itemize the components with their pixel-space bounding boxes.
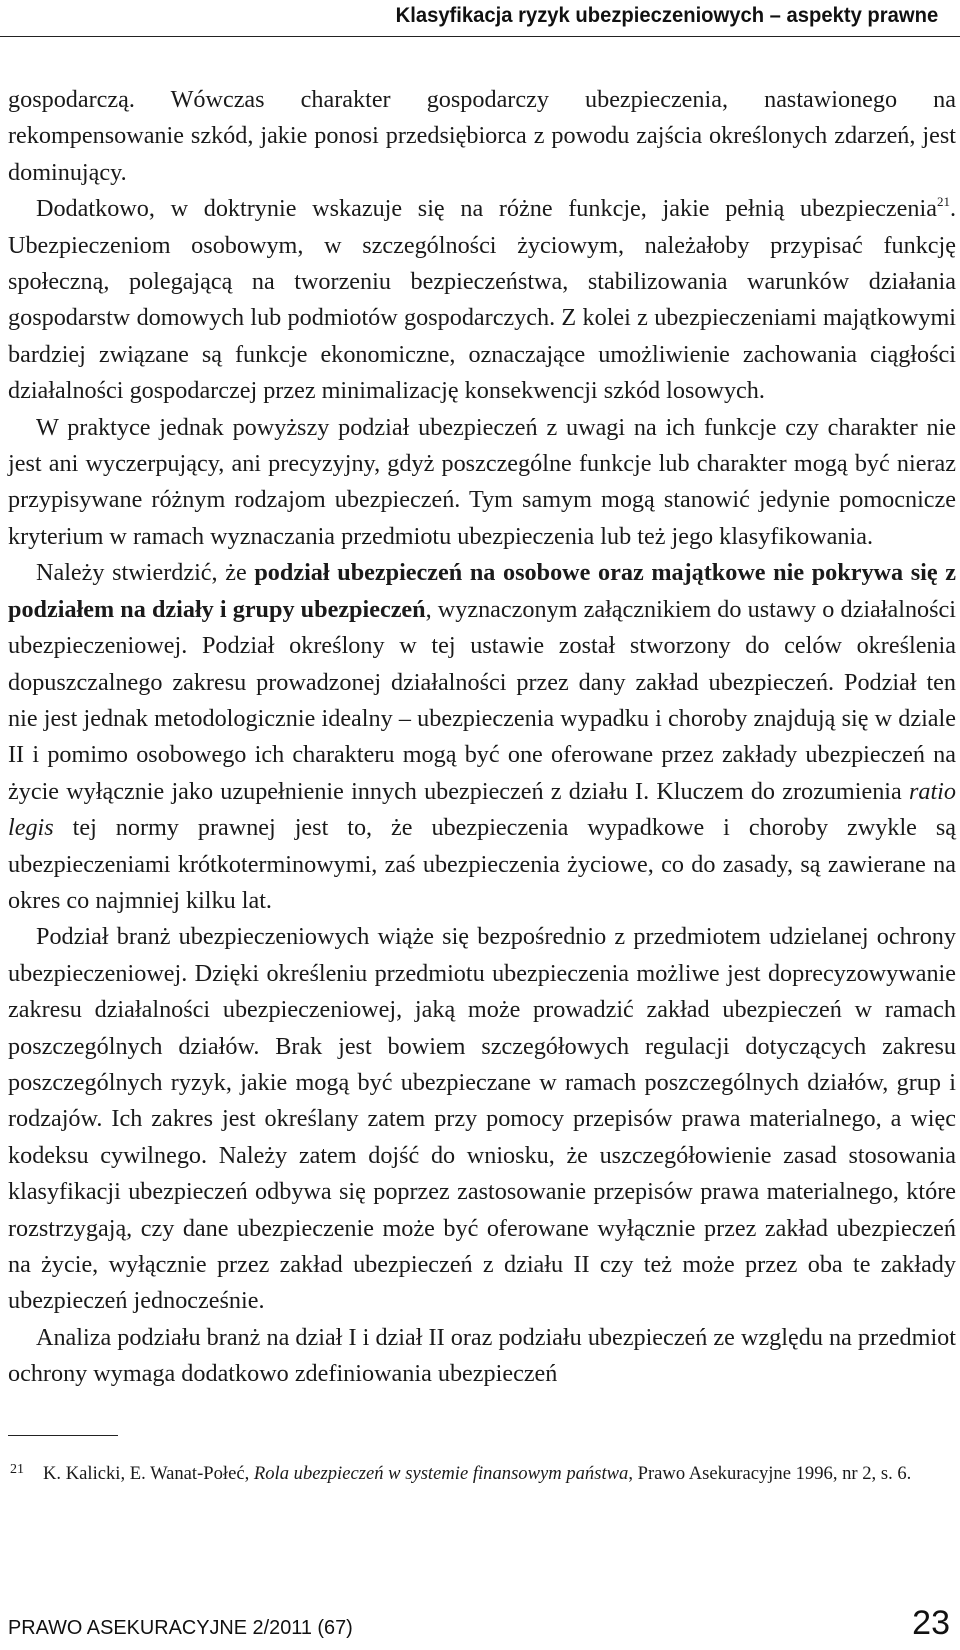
running-title: Klasyfikacja ryzyk ubezpieczeniowych – aspekty prawne bbox=[395, 3, 938, 27]
footnote-divider bbox=[8, 1435, 118, 1436]
footnote-number: 21 bbox=[10, 1462, 24, 1477]
paragraph-5: Podział branż ubezpieczeniowych wiąże się bezpośrednio z przedmiotem udzielanej ochrony ubezpieczeniowej. Dzięki określeniu przedmiotu ubezpieczenia możliwe jest doprecyzowywanie zakresu działalności ubezpieczeniowej, jaką może prowadzić zakład ubezpieczeń w ramach poszczególnych działów. Brak jest bowiem szczegółowych regulacji dotyczących zakresu poszczególnych ryzyk, jakie mogą być ubezpieczane w ramach poszczególnych działów, grup i rodzajów. Ich zakres jest określany zatem przy pomocy przepisów prawa materialnego, a więc kodeksu cywilnego. Należy zatem dojść do wniosku, że uszczegółowienie zasad stosowania klasyfikacji ubezpieczeń odbywa się poprzez zastosowanie przepisów prawa materialnego, które rozstrzygają, czy dane ubezpieczenie może być oferowane wyłącznie przez zakład ubezpieczeń na życie, wyłącznie przez zakład ubezpieczeń z działu II czy też może przez oba te zakłady ubezpieczeń jednocześnie. bbox=[8, 923, 956, 1315]
paragraph-3: W praktyce jednak powyższy podział ubezpieczeń z uwagi na ich funkcje czy charakter nie jest ani wyczerpujący, ani precyzyjny, gdyż poszczególne funkcje lub charakter mogą być nieraz przypisywane różnym rodzajom ubezpieczeń. Tym samym mogą stanowić jedynie pomocnicze kryterium w ramach wyznaczania przedmiotu ubezpieczenia lub też jego klasyfikowania. bbox=[8, 413, 956, 550]
page-footer bbox=[8, 1600, 950, 1644]
journal-name: PRAWO ASEKURACYJNE 2/2011 (67) bbox=[8, 1616, 353, 1639]
italic-term: ratio legis bbox=[8, 777, 956, 842]
paragraph-6: Analiza podziału branż na dział I i dział II oraz podziału ubezpieczeń ze względu na przedmiot ochrony wymaga dodatkowo zdefiniowania ubezpieczeń bbox=[8, 1323, 956, 1388]
footnote-title: Rola ubezpieczeń w systemie finansowym państwa bbox=[253, 1463, 629, 1484]
bold-emphasis: podział ubezpieczeń na osobowe oraz majątkowe nie pokrywa się z podziałem na działy i grupy ubezpieczeń bbox=[8, 559, 956, 623]
footnote bbox=[8, 1461, 953, 1488]
running-header bbox=[0, 0, 960, 37]
footnote-reference: 21 bbox=[936, 194, 950, 210]
article-body bbox=[8, 82, 956, 1393]
footnote-text: K. Kalicki, E. Wanat-Połeć, Rola ubezpieczeń w systemie finansowym państwa, Prawo Asekuracyjne 1996, nr 2, s. 6. bbox=[43, 1463, 912, 1484]
page-number: 23 bbox=[912, 1604, 950, 1642]
paragraph-4: Należy stwierdzić, że podział ubezpieczeń na osobowe oraz majątkowe nie pokrywa się z podziałem na działy i grupy ubezpieczeń, wyznaczonym załącznikiem do ustawy o działalności ubezpieczeniowej. Podział określony w tej ustawie został stworzony do celów określenia dopuszczalnego zakresu prowadzonej działalności przez dany zakład ubezpieczeń. Podział ten nie jest jednak metodologicznie idealny – ubezpieczenia wypadku i choroby znajdują się w dziale II i pomimo osobowego ich charakteru mogą być one oferowane przez zakłady ubezpieczeń na życie wyłącznie jako uzupełnienie innych ubezpieczeń z działu I. Kluczem do zrozumienia ratio legis tej normy prawnej jest to, że ubezpieczenia wypadkowe i choroby zwykle są ubezpieczeniami krótkoterminowymi, zaś ubezpieczenia życiowe, co do zasady, są zawierane na okres co najmniej kilku lat. bbox=[8, 559, 957, 914]
paragraph-2: Dodatkowo, w doktrynie wskazuje się na różne funkcje, jakie pełnią ubezpieczenia$^{21}$. Ubezpieczeniom osobowym, w szczególności życiowym, należałoby przypisać funkcję społeczną, polegającą na tworzeniu bezpieczeństwa, stabilizowania warunków działania gospodarstw domowych lub podmiotów gospodarczych. Z kolei z ubezpieczeniami majątkowymi bardziej związane są funkcje ekonomiczne, oznaczające umożliwienie zachowania ciągłości działalności gospodarczej przez minimalizację konsekwencji szkód losowych. bbox=[8, 194, 956, 405]
paragraph-1: gospodarczą. Wówczas charakter gospodarczy ubezpieczenia, nastawionego na rekompensowanie szkód, jakie ponosi przedsiębiorca z powodu zajścia określonych zdarzeń, jest dominujący. bbox=[8, 86, 956, 186]
